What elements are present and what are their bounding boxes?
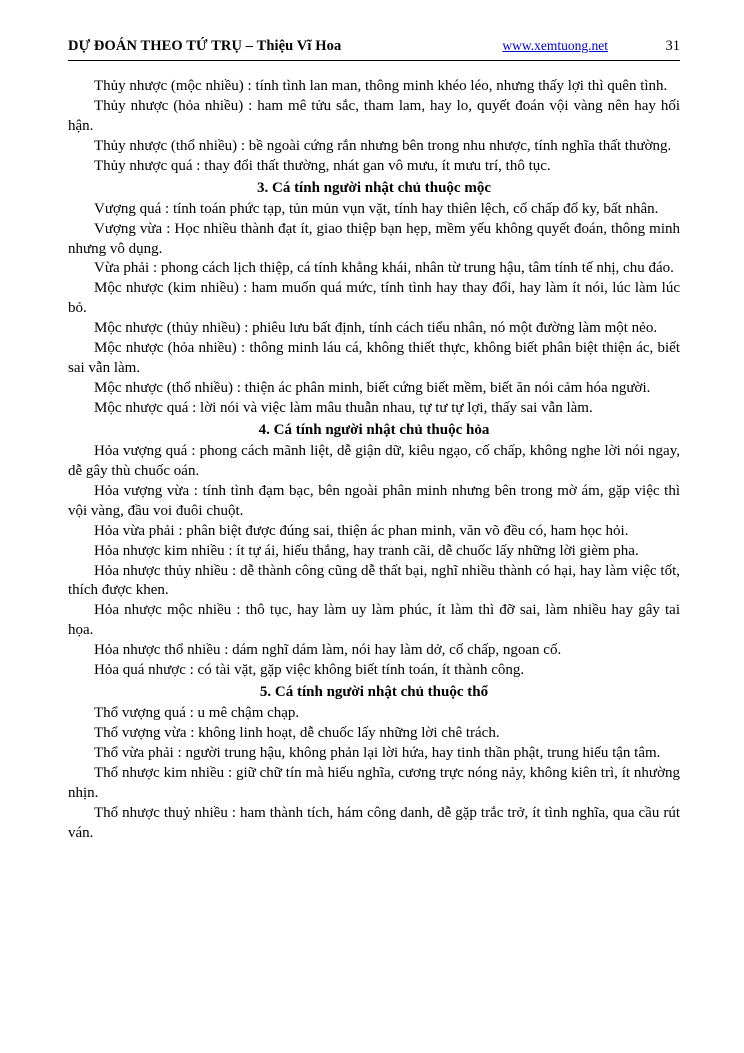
- body-paragraph: Hỏa nhược thổ nhiều : dám nghĩ dám làm, nói hay làm dở, cố chấp, ngoan cố.: [94, 642, 562, 659]
- body-paragraph: Thổ vừa phải : người trung hậu, không phản lại lời hứa, hay tinh thần phật, trung hiếu tận tâm.: [94, 744, 661, 761]
- body-paragraph: Hỏa nhược thủy nhiều : dễ thành công cũng dễ thất bại, nghĩ nhiều thành có hại, hay làm việc tốt, thích được khen.: [68, 562, 680, 599]
- section-heading: 3. Cá tính người nhật chủ thuộc mộc: [256, 179, 491, 196]
- body-paragraph: Thổ nhược kim nhiều : giữ chữ tín mà hiếu nghĩa, cương trực nóng nảy, không kiên trì, ít nhường nhịn.: [68, 764, 680, 801]
- page-number: 31: [665, 38, 680, 54]
- body-paragraph: Mộc nhược quá : lời nói và việc làm mâu thuẫn nhau, tự tư tự lợi, thấy sai vẫn làm.: [94, 400, 593, 416]
- body-paragraph: Thủy nhược (mộc nhiều) : tính tình lan man, thông minh khéo léo, nhưng thấy lợi thì quên tình.: [94, 78, 668, 94]
- body-paragraph: Mộc nhược (kim nhiều) : ham muốn quá mức, tính tình hay thay đổi, hay làm ít nói, lúc làm lúc bỏ.: [68, 280, 680, 317]
- body-paragraph: Thủy nhược (hỏa nhiều) : ham mê tửu sắc, tham lam, hay lo, quyết đoán vội vàng nên hay hối hận.: [68, 97, 680, 134]
- page-body: [68, 77, 680, 844]
- body-paragraph: Vượng quá : tính toán phức tạp, tủn mủn vụn vặt, tính hay thiên lệch, cố chấp đố ky, bất nhân.: [94, 200, 659, 217]
- body-paragraph: Thủy nhược quá : thay đổi thất thường, nhát gan vô mưu, ít mưu trí, thô tục.: [94, 157, 551, 174]
- body-paragraph: Vượng vừa : Học nhiều thành đạt ít, giao thiệp bạn hẹp, mềm yếu không quyết đoán, thông minh nhưng vô dụng.: [68, 220, 680, 257]
- body-paragraph: Mộc nhược (hỏa nhiều) : thông minh láu cá, không thiết thực, không biết phân biệt thiện ác, biết sai vẫn làm.: [68, 340, 680, 377]
- body-paragraph: Vừa phải : phong cách lịch thiệp, cá tính khẳng khái, nhân từ trung hậu, tâm tính tế nhị, chu đáo.: [94, 260, 674, 277]
- body-paragraph: Thổ nhược thuỷ nhiều : ham thành tích, hám công danh, dễ gặp trắc trở, ít tình nghĩa, qua cầu rút ván.: [68, 804, 680, 841]
- body-paragraph: Hỏa vượng quá : phong cách mãnh liệt, dễ giận dữ, kiêu ngạo, cố chấp, không nghe lời nói ngay, dễ gây thù chuốc oán.: [68, 442, 680, 479]
- body-paragraph: Hỏa vượng vừa : tính tình đạm bạc, bên ngoài phân minh nhưng bên trong mờ ám, gặp việc thì vội vàng, đầu voi đuôi chuột.: [68, 482, 680, 519]
- body-paragraph: Thủy nhược (thổ nhiều) : bề ngoài cứng rắn nhưng bên trong nhu nhược, tính nghĩa thất thường.: [94, 137, 672, 154]
- body-paragraph: Thổ vượng quá : u mê chậm chạp.: [94, 705, 300, 722]
- section-heading: 5. Cá tính người nhật chủ thuộc thổ: [259, 684, 489, 701]
- body-paragraph: Hỏa nhược kim nhiều : ít tự ái, hiếu thắng, hay tranh cãi, dễ chuốc lấy những lời gièm pha.: [94, 542, 639, 559]
- body-paragraph: Mộc nhược (thủy nhiều) : phiêu lưu bất định, tính cách tiểu nhân, nó một đường làm một nẻo.: [94, 320, 658, 337]
- body-paragraph: Mộc nhược (thổ nhiều) : thiện ác phân minh, biết cứng biết mềm, biết ăn nói cảm hóa người.: [94, 380, 651, 397]
- book-title: DỰ ĐOÁN THEO TỨ TRỤ – Thiệu Vĩ Hoa: [68, 38, 342, 54]
- body-paragraph: Thổ vượng vừa : không linh hoạt, dễ chuốc lấy những lời chê trách.: [94, 725, 500, 741]
- body-paragraph: Hỏa quá nhược : có tài vặt, gặp việc không biết tính toán, ít thành công.: [94, 662, 525, 679]
- body-paragraph: Hỏa nhược mộc nhiều : thô tục, hay làm uy làm phúc, ít làm thì đỡ sai, làm nhiều hay gây tai họa.: [68, 602, 680, 639]
- website-link[interactable]: www.xemtuong.net: [502, 38, 608, 53]
- body-paragraph: Hỏa vừa phải : phân biệt được đúng sai, thiện ác phan minh, văn võ đều có, ham học hỏi.: [94, 522, 629, 539]
- page-header: [68, 38, 680, 61]
- section-heading: 4. Cá tính người nhật chủ thuộc hỏa: [258, 421, 490, 438]
